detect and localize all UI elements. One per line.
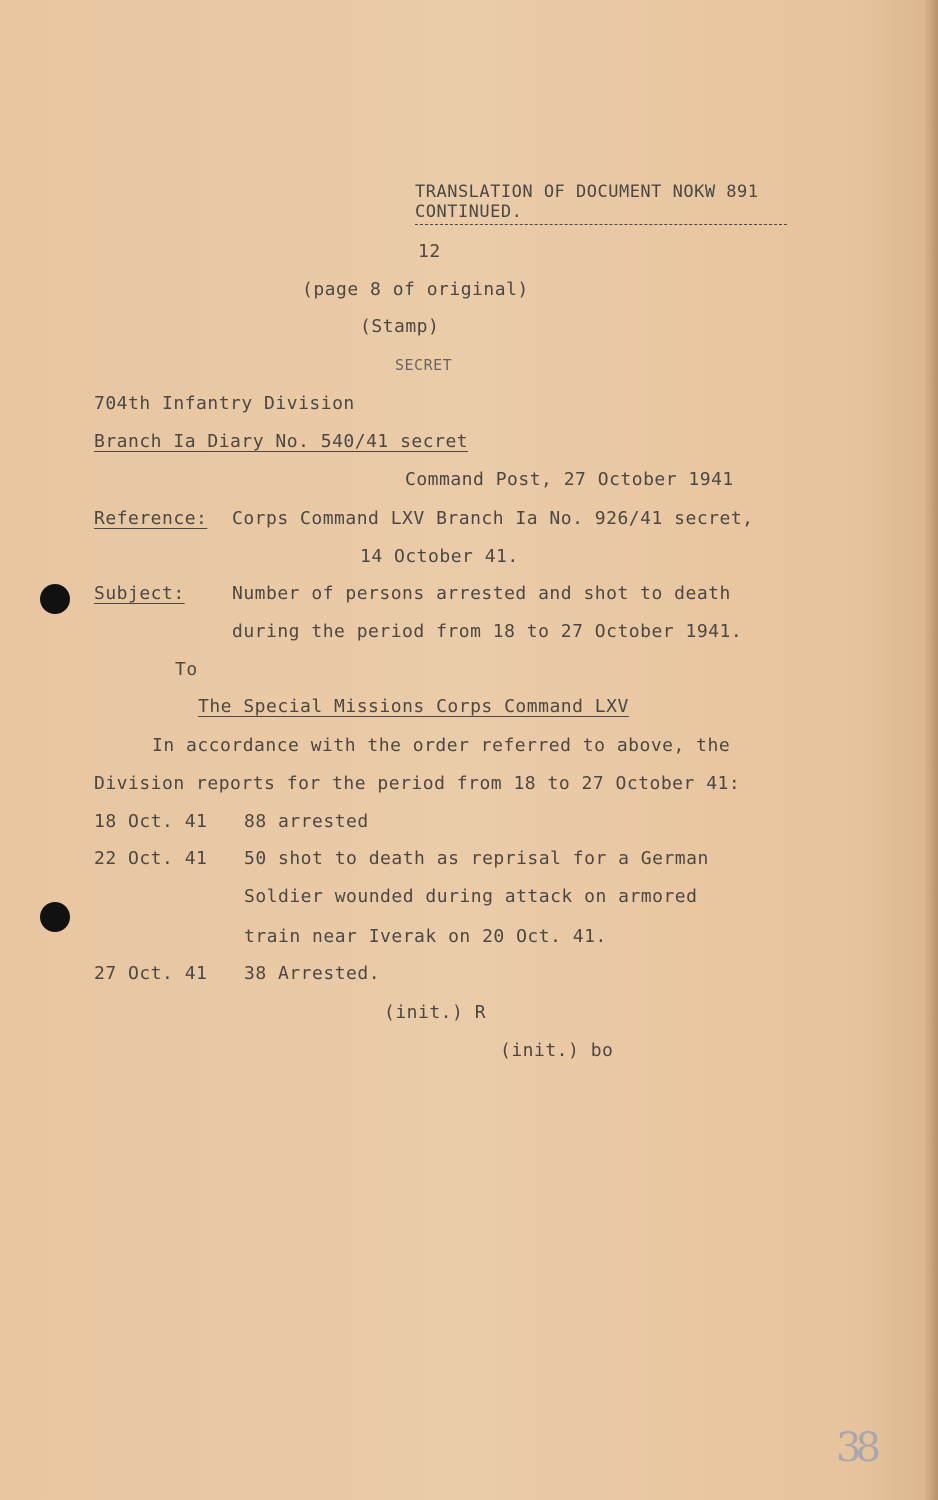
body-line-1: In accordance with the order referred to above, the <box>152 735 731 756</box>
entry-date: 27 Oct. 41 <box>94 963 208 984</box>
entry-text: train near Iverak on 20 Oct. 41. <box>244 926 607 947</box>
diary-number: Branch Ia Diary No. 540/41 secret <box>94 431 469 452</box>
document-header <box>415 182 787 225</box>
reference-label: Reference: <box>94 508 208 529</box>
stamp-note: (Stamp) <box>360 316 440 337</box>
paper-edge <box>924 0 938 1500</box>
entry-text: Soldier wounded during attack on armored <box>244 886 698 907</box>
addressee: The Special Missions Corps Command LXV <box>198 696 629 717</box>
initials-1: (init.) R <box>384 1002 487 1023</box>
to-label: To <box>175 659 198 680</box>
original-page-note: (page 8 of original) <box>302 279 529 300</box>
punch-hole <box>40 584 70 614</box>
stamped-folio-number: 38 <box>836 1425 875 1471</box>
body-line-2: Division reports for the period from 18 to 27 October 41: <box>94 773 741 794</box>
reference-line-1: Corps Command LXV Branch Ia No. 926/41 secret, <box>232 508 754 529</box>
punch-hole <box>40 902 70 932</box>
reference-line-2: 14 October 41. <box>360 546 519 567</box>
entry-date: 22 Oct. 41 <box>94 848 208 869</box>
subject-line-1: Number of persons arrested and shot to death <box>232 583 731 604</box>
entry-text: 50 shot to death as reprisal for a German <box>244 848 709 869</box>
entry-text: 88 arrested <box>244 811 369 832</box>
subject-line-2: during the period from 18 to 27 October 1941. <box>232 621 743 642</box>
header-continued: CONTINUED. <box>415 202 787 225</box>
initials-2: (init.) bo <box>500 1040 614 1061</box>
command-post-date: Command Post, 27 October 1941 <box>405 469 734 490</box>
entry-text: 38 Arrested. <box>244 963 381 984</box>
page-number: 12 <box>418 241 441 262</box>
header-title: TRANSLATION OF DOCUMENT NOKW 891 <box>415 182 759 202</box>
from-unit: 704th Infantry Division <box>94 393 355 414</box>
entry-date: 18 Oct. 41 <box>94 811 208 832</box>
classification-mark: SECRET <box>395 356 453 374</box>
subject-label: Subject: <box>94 583 185 604</box>
